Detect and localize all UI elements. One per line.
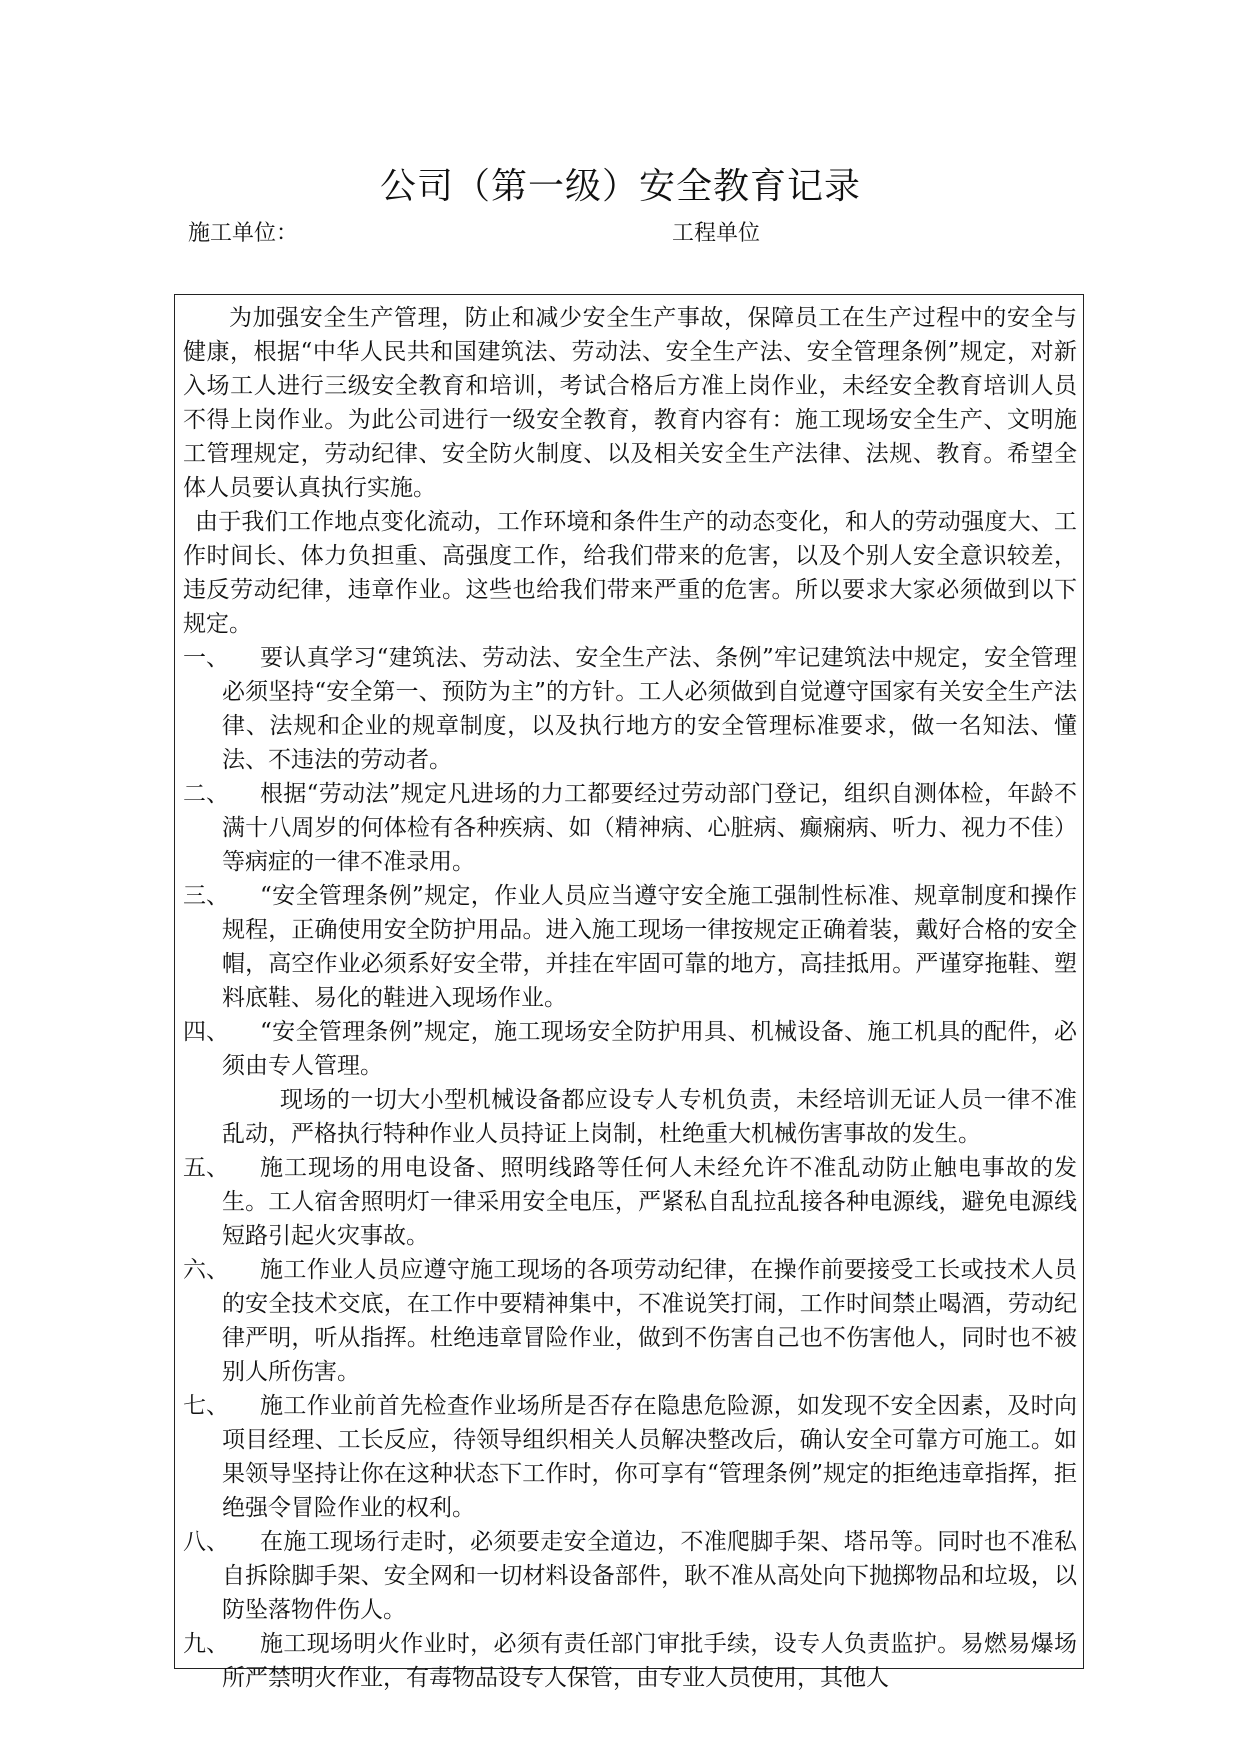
rule-item-2 (183, 777, 1077, 879)
content-frame (174, 294, 1084, 1691)
rule-number: 一、 (183, 645, 229, 671)
rule-item-7 (183, 1389, 1077, 1525)
rule-number: 九、 (183, 1631, 229, 1657)
rule-text: “安全管理条例”规定，施工现场安全防护用具、机械设备、施工机具的配件，必须由专人管理。 (222, 1019, 1077, 1079)
rule-number: 八、 (183, 1529, 229, 1555)
intro-paragraph-2: 由于我们工作地点变化流动，工作环境和条件生产的动态变化，和人的劳动强度大、工作时间长、体力负担重、高强度工作，给我们带来的危害，以及个别人安全意识较差，违反劳动纪律，违章作业。这些也给我们带来严重的危害。所以要求大家必须做到以下规定。 (183, 509, 1077, 637)
rule-text: 施工现场的用电设备、照明线路等任何人未经允许不准乱动防止触电事故的发生。工人宿舍照明灯一律采用安全电压，严紧私自乱拉乱接各种电源线，避免电源线短路引起火灾事故。 (222, 1155, 1077, 1249)
rule-item-1 (183, 641, 1077, 777)
rule-text: 施工作业前首先检查作业场所是否存在隐患危险源，如发现不安全因素，及时向项目经理、工长反应，待领导组织相关人员解决整改后，确认安全可靠方可施工。如果领导坚持让你在这种状态下工作时，你可享有“管理条例”规定的拒绝违章指挥，拒绝强令冒险作业的权利。 (222, 1393, 1077, 1521)
rule-item-5 (183, 1151, 1077, 1253)
rule-text: “安全管理条例”规定，作业人员应当遵守安全施工强制性标准、规章制度和操作规程，正确使用安全防护用品。进入施工现场一律按规定正确着装，戴好合格的安全帽，高空作业必须系好安全带，并挂在牢固可靠的地方，高挂抵用。严谨穿拖鞋、塑料底鞋、易化的鞋进入现场作业。 (222, 883, 1077, 1011)
rule-number: 七、 (183, 1393, 229, 1419)
rule-text: 要认真学习“建筑法、劳动法、安全生产法、条例”牢记建筑法中规定，安全管理必须坚持“安全第一、预防为主”的方针。工人必须做到自觉遵守国家有关安全生产法律、法规和企业的规章制度，以及执行地方的安全管理标准要求，做一名知法、懂法、不违法的劳动者。 (222, 645, 1077, 773)
page-title: 公司（第一级）安全教育记录 (379, 166, 861, 207)
rule-item-9 (183, 1627, 1077, 1695)
content-body (183, 301, 1077, 1695)
rule-text: 在施工现场行走时，必须要走安全道边，不准爬脚手架、塔吊等。同时也不准私自拆除脚手架、安全网和一切材料设备部件，耿不准从高处向下抛掷物品和垃圾，以防坠落物件伤人。 (222, 1529, 1077, 1623)
construction-unit-label: 施工单位： (188, 221, 299, 246)
rule-number: 六、 (183, 1257, 229, 1283)
rule-item-4-continuation: 现场的一切大小型机械设备都应设专人专机负责，未经培训无证人员一律不准乱动，严格执行特种作业人员持证上岗制，杜绝重大机械伤害事故的发生。 (222, 1087, 1077, 1147)
intro-paragraph-1: 为加强安全生产管理，防止和减少安全生产事故，保障员工在生产过程中的安全与健康，根据“中华人民共和国建筑法、劳动法、安全生产法、安全管理条例”规定，对新入场工人进行三级安全教育和培训，考试合格后方准上岗作业，未经安全教育培训人员不得上岗作业。为此公司进行一级安全教育，教育内容有：施工现场安全生产、文明施工管理规定，劳动纪律、安全防火制度、以及相关安全生产法律、法规、教育。希望全体人员要认真执行实施。 (183, 305, 1077, 501)
rule-number: 四、 (183, 1019, 229, 1045)
rule-item-6 (183, 1253, 1077, 1389)
rule-item-8 (183, 1525, 1077, 1627)
rule-number: 五、 (183, 1155, 229, 1181)
rule-number: 三、 (183, 883, 229, 909)
rule-number: 二、 (183, 781, 229, 807)
rule-text: 施工作业人员应遵守施工现场的各项劳动纪律，在操作前要接受工长或技术人员的安全技术交底，在工作中要精神集中，不准说笑打闹，工作时间禁止喝酒，劳动纪律严明，听从指挥。杜绝违章冒险作业，做到不伤害自己也不伤害他人，同时也不被别人所伤害。 (222, 1257, 1077, 1385)
rule-text: 施工现场明火作业时，必须有责任部门审批手续，设专人负责监护。易燃易爆场所严禁明火作业，有毒物品设专人保管，由专业人员使用，其他人 (222, 1631, 1077, 1691)
rule-item-3 (183, 879, 1077, 1015)
rule-item-4 (183, 1015, 1077, 1083)
project-unit-label: 工程单位 (672, 221, 761, 246)
rule-text: 根据“劳动法”规定凡进场的力工都要经过劳动部门登记，组织自测体检，年龄不满十八周岁的何体检有各种疾病、如（精神病、心脏病、癫痫病、听力、视力不佳）等病症的一律不准录用。 (222, 781, 1077, 875)
